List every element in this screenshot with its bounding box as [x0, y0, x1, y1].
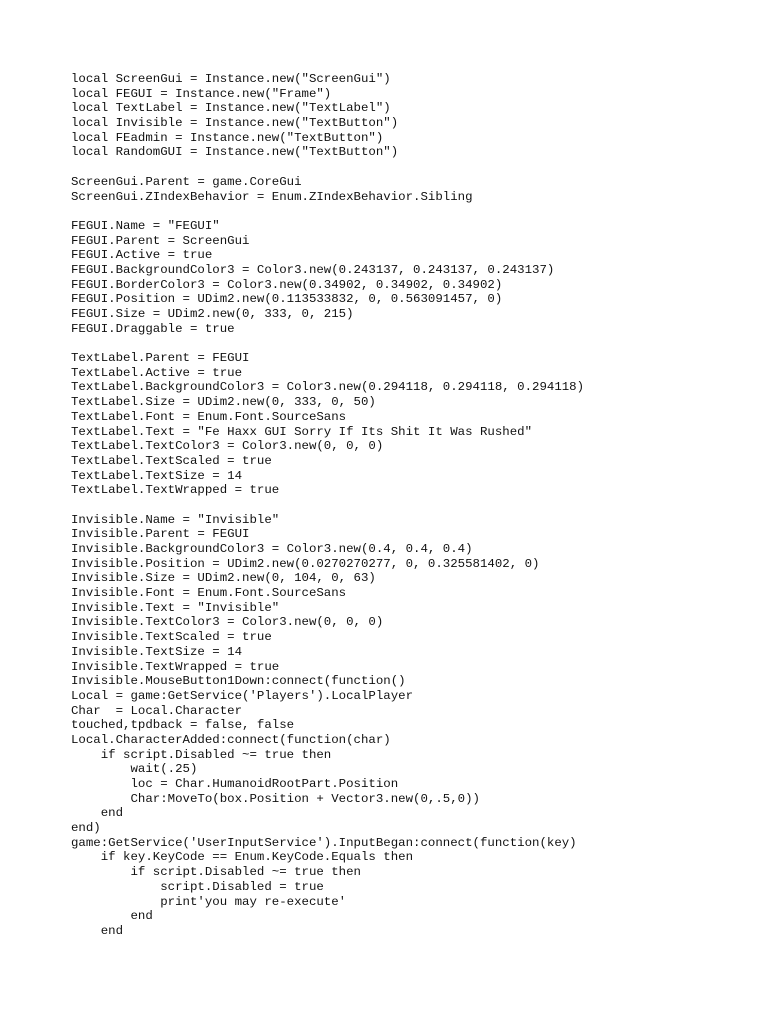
code-line: local FEadmin = Instance.new("TextButton") — [71, 130, 384, 145]
blank-line — [71, 336, 584, 351]
code-line: if key.KeyCode == Enum.KeyCode.Equals then — [71, 850, 414, 865]
code-block — [71, 219, 584, 337]
code-line: Char = Local.Character — [71, 703, 243, 718]
code-listing — [71, 72, 584, 939]
code-line: TextLabel.Font = Enum.Font.SourceSans — [71, 409, 347, 424]
code-line: TextLabel.Active = true — [71, 365, 243, 380]
code-line: FEGUI.Size = UDim2.new(0, 333, 0, 215) — [71, 307, 354, 321]
code-line: FEGUI.Draggable = true — [71, 321, 235, 336]
code-line: FEGUI.BackgroundColor3 = Color3.new(0.243137, 0.243137, 0.243137) — [71, 262, 555, 277]
code-line: if script.Disabled ~= true then — [71, 747, 332, 762]
code-line: touched,tpdback = false, false — [71, 718, 295, 733]
code-line: Invisible.TextWrapped = true — [71, 659, 280, 674]
code-line: Invisible.Parent = FEGUI — [71, 527, 250, 542]
code-line: TextLabel.BackgroundColor3 = Color3.new(0.294118, 0.294118, 0.294118) — [71, 380, 585, 395]
code-line: Invisible.TextColor3 = Color3.new(0, 0, 0) — [71, 615, 384, 630]
code-line: FEGUI.Active = true — [71, 248, 213, 263]
code-line: game:GetService('UserInputService').InputBegan:connect(function(key) — [71, 835, 577, 850]
code-line: ScreenGui.ZIndexBehavior = Enum.ZIndexBehavior.Sibling — [71, 189, 473, 204]
code-line: Local = game:GetService('Players').LocalPlayer — [71, 688, 414, 703]
code-block — [71, 513, 584, 939]
code-block — [71, 72, 584, 160]
code-block — [71, 351, 584, 498]
code-line: Invisible.Text = "Invisible" — [71, 600, 280, 615]
code-line: TextLabel.TextSize = 14 — [71, 468, 243, 483]
code-line: ScreenGui.Parent = game.CoreGui — [71, 174, 302, 189]
code-line: FEGUI.Parent = ScreenGui — [71, 233, 250, 248]
code-line: end — [71, 923, 124, 938]
code-line: Invisible.Position = UDim2.new(0.0270270277, 0, 0.325581402, 0) — [71, 556, 540, 571]
code-line: FEGUI.Name = "FEGUI" — [71, 218, 220, 233]
code-block — [71, 175, 584, 204]
code-line: end) — [71, 821, 101, 836]
code-line: TextLabel.Parent = FEGUI — [71, 351, 250, 366]
code-line: FEGUI.Position = UDim2.new(0.113533832, 0, 0.563091457, 0) — [71, 292, 503, 307]
code-line: TextLabel.Size = UDim2.new(0, 333, 0, 50) — [71, 395, 376, 410]
code-line: Invisible.Name = "Invisible" — [71, 512, 280, 527]
code-line: Local.CharacterAdded:connect(function(char) — [71, 732, 391, 747]
code-line: end — [71, 909, 153, 924]
code-line: end — [71, 806, 124, 821]
code-line: local FEGUI = Instance.new("Frame") — [71, 86, 332, 101]
code-line: wait(.25) — [71, 762, 198, 777]
code-line: FEGUI.BorderColor3 = Color3.new(0.34902, 0.34902, 0.34902) — [71, 277, 503, 292]
code-line: print'you may re-execute' — [71, 894, 347, 909]
code-line: TextLabel.TextScaled = true — [71, 453, 272, 468]
code-line: Char:MoveTo(box.Position + Vector3.new(0,.5,0)) — [71, 791, 480, 806]
code-line: Invisible.BackgroundColor3 = Color3.new(0.4, 0.4, 0.4) — [71, 542, 473, 556]
code-line: Invisible.Size = UDim2.new(0, 104, 0, 63) — [71, 571, 376, 586]
code-line: script.Disabled = true — [71, 879, 324, 894]
code-line: local RandomGUI = Instance.new("TextButton") — [71, 145, 399, 160]
code-line: local ScreenGui = Instance.new("ScreenGui") — [71, 72, 391, 86]
code-line: local Invisible = Instance.new("TextButton") — [71, 116, 399, 131]
code-line: if script.Disabled ~= true then — [71, 865, 361, 880]
code-line: Invisible.TextSize = 14 — [71, 644, 243, 659]
blank-line — [71, 204, 584, 219]
code-line: TextLabel.TextColor3 = Color3.new(0, 0, 0) — [71, 439, 384, 454]
code-line: Invisible.Font = Enum.Font.SourceSans — [71, 586, 347, 601]
code-line: local TextLabel = Instance.new("TextLabel") — [71, 101, 391, 116]
code-line: Invisible.MouseButton1Down:connect(function() — [71, 674, 406, 689]
code-line: loc = Char.HumanoidRootPart.Position — [71, 777, 399, 791]
blank-line — [71, 160, 584, 175]
code-line: TextLabel.TextWrapped = true — [71, 483, 280, 498]
code-line: TextLabel.Text = "Fe Haxx GUI Sorry If Its Shit It Was Rushed" — [71, 424, 533, 439]
code-line: Invisible.TextScaled = true — [71, 630, 272, 645]
blank-line — [71, 498, 584, 513]
